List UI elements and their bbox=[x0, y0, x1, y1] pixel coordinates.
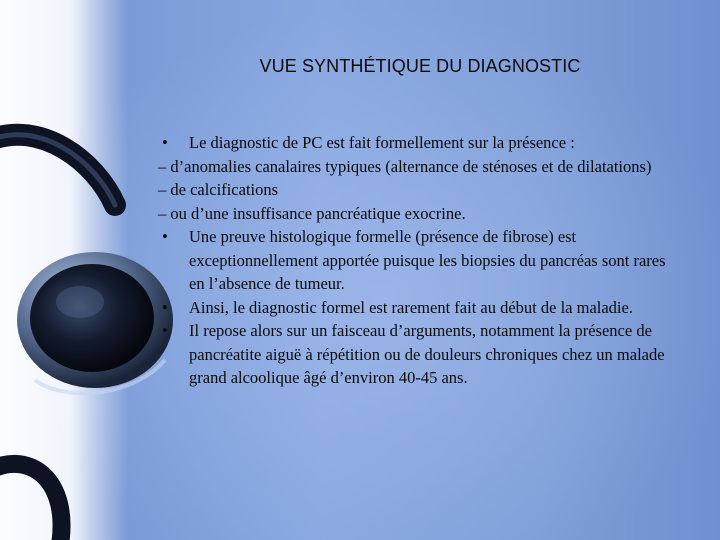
bullet-item bbox=[158, 131, 678, 155]
slide-content bbox=[158, 131, 678, 390]
dash-item: – ou d’une insuffisance pancréatique exocrine. bbox=[158, 203, 466, 223]
dash-item: – d’anomalies canalaires typiques (alternance de sténoses et de dilatations) bbox=[158, 156, 652, 176]
bullet-text: Une preuve histologique formelle (présence de fibrose) est exceptionnellement apportée puisque les biopsies du pancréas sont rares en l’absence de tumeur. bbox=[189, 227, 666, 293]
bullet-text: Ainsi, le diagnostic formel est rarement fait au début de la maladie. bbox=[189, 297, 633, 317]
bullet-text: Il repose alors sur un faisceau d’arguments, notamment la présence de pancréatite aiguë à répétition ou de douleurs chroniques chez un malade grand alcoolique âgé d’environ 40-45 ans. bbox=[189, 321, 665, 387]
bullet-marker: • bbox=[162, 321, 168, 340]
bullet-text: Le diagnostic de PC est fait formellement sur la présence : bbox=[189, 133, 575, 152]
bullet-marker: • bbox=[162, 227, 168, 246]
dash-item: – de calcifications bbox=[158, 180, 279, 199]
bullet-item bbox=[158, 225, 678, 296]
bullet-item bbox=[158, 296, 678, 320]
slide-title: VUE SYNTHÉTIQUE DU DIAGNOSTIC bbox=[259, 56, 581, 76]
bullet-item bbox=[158, 319, 678, 390]
bullet-marker: • bbox=[162, 297, 168, 317]
bullet-marker: • bbox=[162, 133, 168, 152]
